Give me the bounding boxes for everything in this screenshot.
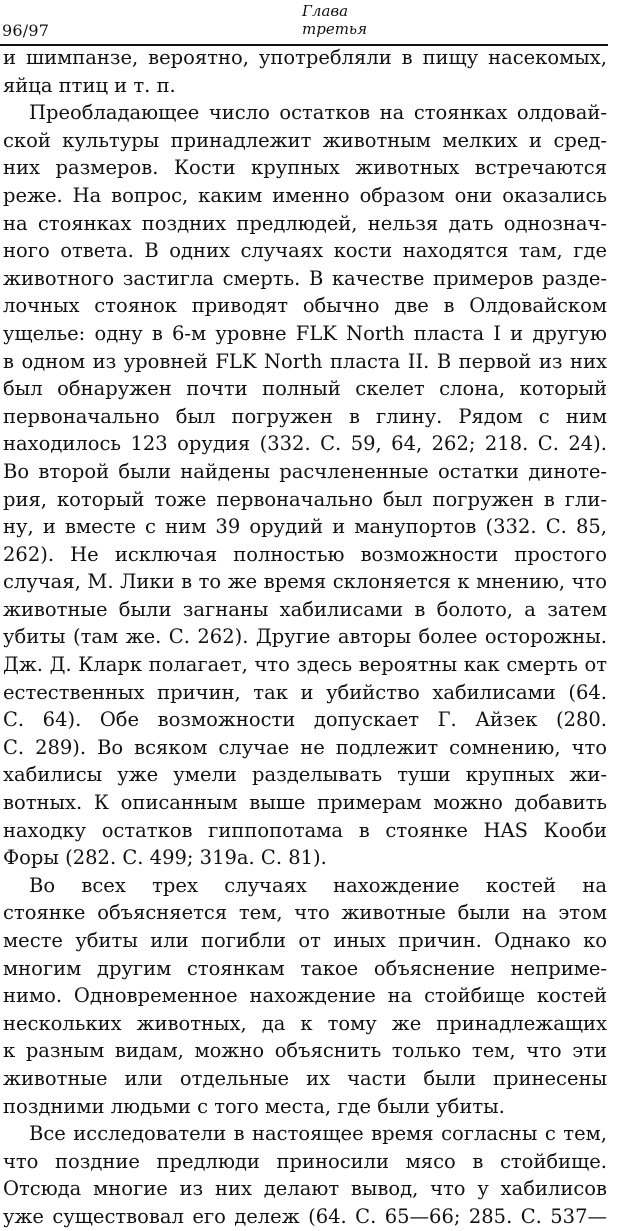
text-line: лочных стоянок приводят обычно две в Олдовайском [3,294,607,318]
text-line: в одном из уровней FLK North пласта II. В первой из них [3,349,607,373]
body-text [3,44,607,1231]
text-line: первоначально был погружен в глину. Рядом с ним [3,404,607,428]
text-line: поздними людьми с того места, где были убиты. [3,1094,505,1118]
text-line: случая, М. Лики в то же время склоняется к мнению, что [3,570,607,594]
text-line: находилось 123 орудия (332. С. 59, 64, 262; 218. С. 24). [3,432,607,456]
text-line: Все исследователи в настоящее время согласны с тем, [29,1122,607,1146]
text-line: многим другим стоянкам такое объяснение неприме- [3,956,607,980]
text-line: и шимпанзе, вероятно, употребляли в пищу насекомых, [3,46,607,69]
text-line: рия, который тоже первоначально был погружен в гли- [3,487,607,511]
page-header [0,0,620,48]
chapter-number: третья [302,20,368,38]
text-line: естественных причин, так и убийство хабилисами (64. [3,680,607,704]
text-line: ской культуры принадлежит животным мелких и сред- [3,128,607,152]
text-line: нескольких животных, да к тому же принадлежащих [3,1011,607,1035]
text-line: месте убиты или погибли от иных причин. Однако ко [3,929,607,952]
text-line: на стоянках поздних предлюдей, нельзя дать однознач- [3,211,607,235]
text-line: стоянке объясняется тем, что животные были на этом [3,901,607,925]
text-line: животного застигла смерть. В качестве примеров разде- [3,266,607,290]
text-line: реже. На вопрос, каким именно образом они оказались [3,183,607,207]
text-line: Отсюда многие из них делают вывод, что у хабилисов [3,1177,607,1201]
text-line: животные или отдельные их части были принесены [3,1066,607,1090]
text-line: С. 64). Обе возможности допускает Г. Айзек (280. [3,708,607,732]
text-line: ного ответа. В одних случаях кости находятся там, где [3,239,607,263]
text-line: Во всех трех случаях нахождение костей на [29,873,607,897]
text-line: находку остатков гиппопотама в стоянке HAS Кооби [3,818,607,842]
text-line: что поздние предлюди приносили мясо в стойбище. [3,1149,607,1173]
text-line: нимо. Одновременное нахождение на стойбище костей [3,984,607,1008]
text-line: них размеров. Кости крупных животных встречаются [3,156,607,180]
text-line: Форы (282. С. 499; 319а. С. 81). [3,846,327,870]
text-line: Дж. Д. Кларк полагает, что здесь вероятны как смерть от [3,653,607,677]
text-line: вотных. К описанным выше примерам можно добавить [3,791,607,815]
text-line: животные были загнаны хабилисами в болото, а затем [3,597,607,621]
text-line: С. 289). Во всяком случае не подлежит сомнению, что [3,735,607,759]
text-line: убиты (там же. С. 262). Другие авторы более осторожны. [3,625,607,649]
text-line: хабилисы уже умели разделывать туши крупных жи- [3,763,607,787]
text-line: ну, и вместе с ним 39 орудий и манупортов (332. С. 85, [3,515,607,539]
text-line: яйца птиц и т. п. [3,73,176,97]
text-line: ущелье: одну в 6-м уровне FLK North пласта I и другую [3,321,607,345]
text-line: 262). Не исключая полностью возможности простого [3,542,607,566]
text-line: уже существовал его дележ (64. С. 65—66; 285. С. 537— [3,1204,607,1228]
chapter-label: Глава [302,2,349,20]
chapter-heading [302,2,367,38]
page-number: 96/97 [2,21,50,40]
text-line: Преобладающее число остатков на стоянках олдовай- [29,101,607,125]
text-line: был обнаружен почти полный скелет слона, который [3,377,607,401]
text-line: Во второй были найдены расчлененные остатки динотe- [3,459,607,483]
text-line: к разным видам, можно объяснить только тем, что эти [3,1039,607,1063]
